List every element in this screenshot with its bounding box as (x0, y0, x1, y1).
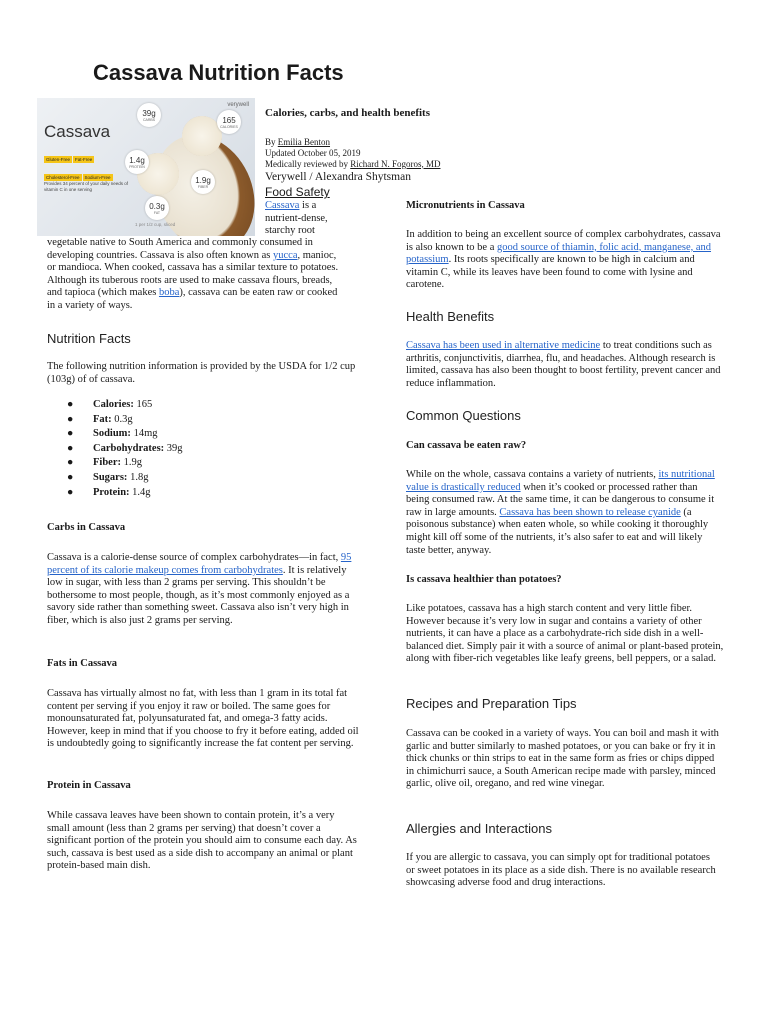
allergies-paragraph: If you are allergic to cassava, you can simply opt for traditional potatoes or sweet potatoes in its place as a side dish. There is no available research showcasing adverse food and drug interactions. (406, 852, 716, 889)
protein-paragraph: While cassava leaves have been shown to contain protein, it’s a very small amount (less than 2 grams per serving) that doesn’t cover a significant portion of the protein you should aim to consume each day. As such, cassava is best used as a side dish to accompany an animal or plant protein-based main dish. (47, 810, 357, 872)
list-item: ● Sodium: 14mg (67, 428, 158, 440)
intro-paragraph-wrap: Cassava is a nutrient-dense, starchy root (265, 200, 328, 237)
nutrition-facts-heading: Nutrition Facts (47, 331, 131, 346)
stat-badge-protein: 1.4g PROTEIN (125, 150, 149, 174)
tag: Sodium-Free (84, 175, 111, 180)
stat-badge-fiber: 1.9g FIBER (191, 170, 215, 194)
byline: By Emilia Benton Updated October 05, 2019 Medically reviewed by Richard N. Fogoros, MD (265, 137, 441, 169)
recipes-paragraph: Cassava can be cooked in a variety of ways. You can boil and mash it with garlic and butter similarly to mashed potatoes, or you can bake or fry it in thick chunks or thin strips to eat in the same form as fries or chips dipped in chimichurri sauce, a South American recipe made with parsley, minced garlic, olive oil, oregano, and red wine vinegar. (406, 728, 719, 790)
micronutrients-paragraph: In addition to being an excellent source of complex carbohydrates, cassava is also known to be a good source of thiamin, folic acid, manganese, and potassium. Its roots specifically are known to be high in calcium and vitamin C, while its leaves have been found to come with lysine and carotene. (406, 229, 721, 291)
image-credit: Verywell / Alexandra Shytsman (265, 171, 411, 183)
food-safety-link[interactable]: Food Safety (265, 185, 330, 199)
brand-logo: verywell (227, 102, 249, 108)
list-item: ● Sugars: 1.8g (67, 471, 149, 483)
list-item: ● Calories: 165 (67, 399, 153, 410)
list-item: ● Fiber: 1.9g (67, 457, 142, 469)
yucca-link[interactable]: yucca (273, 249, 298, 261)
cassava-nutrition-infographic (37, 98, 255, 236)
stat-badge-fat: 0.3g FAT (145, 196, 169, 220)
nutrition-intro: The following nutrition information is provided by the USDA for 1/2 cup (103g) of of cassava. (47, 361, 356, 385)
tag: Gluten-Free (46, 157, 71, 162)
stat-badge-calories: 165 CALORIES (217, 110, 241, 134)
infographic-description: Provides 34 percent of your daily needs of vitamin C in one serving (44, 181, 129, 192)
question-raw: Can cassava be eaten raw? (406, 440, 527, 451)
alternative-medicine-link[interactable]: Cassava has been used in alternative medicine (406, 340, 601, 351)
nutrition-list (47, 398, 183, 500)
protein-heading: Protein in Cassava (47, 780, 131, 791)
micronutrients-heading: Micronutrients in Cassava (406, 200, 525, 211)
tag: Cholesterol-Free (46, 175, 80, 180)
diet-tags (44, 148, 132, 184)
answer-raw: While on the whole, cassava contains a variety of nutrients, its nutritional value is drastically reduced when it’s cooked or processed rather than being consumed raw. At the same time, it can be dangerous to consume it raw in large amounts. Cassava has been shown to release cyanide (a poisonous substance) when eaten whole, so while cooking it thoroughly might kill off some of the nutrients, it’s also safer to eat and will likely taste better, anyway. (406, 469, 715, 556)
image-caption: 1 per 1/2 cup, sliced (135, 222, 176, 227)
infographic-title: Cassava (44, 122, 111, 141)
micronutrients-link[interactable]: good source of thiamin, folic acid, manganese, and potassium (406, 241, 712, 266)
page-title: Cassava Nutrition Facts (93, 60, 344, 85)
health-benefits-paragraph: Cassava has been used in alternative medicine to treat conditions such as arthritis, conjunctivitis, diarrhea, flu, and headaches. Although research is limited, cassava has also been thought to boost fertility, prevent cancer and reduce inflammation. (406, 340, 721, 389)
cassava-link[interactable]: Cassava (265, 200, 300, 211)
list-item: ● Carbohydrates: 39g (67, 442, 183, 454)
question-potatoes: Is cassava healthier than potatoes? (406, 574, 562, 585)
health-benefits-heading: Health Benefits (406, 309, 495, 324)
recipes-heading: Recipes and Preparation Tips (406, 696, 577, 711)
answer-potatoes: Like potatoes, cassava has a high starch content and very little fiber. However because it’s very low in sugar and contains a variety of other nutrients, it can have a place as a carbohydrate-rich side dish in a well-balanced diet. Simply pair it with a source of animal or plant-based protein, along with fiber-rich vegetables like leafy greens, bell peppers, or a salad. (406, 603, 724, 665)
updated-date: Updated October 05, 2019 (265, 147, 361, 158)
reviewer-link[interactable]: Richard N. Fogoros, MD (350, 158, 441, 169)
allergies-heading: Allergies and Interactions (406, 821, 552, 836)
cyanide-link[interactable]: Cassava has been shown to release cyanide (499, 506, 681, 518)
boba-link[interactable]: boba (158, 287, 180, 299)
list-item: ● Protein: 1.4g (67, 486, 151, 498)
tag: Fat-Free (75, 157, 93, 162)
carbs-heading: Carbs in Cassava (47, 522, 126, 533)
carbs-source-link[interactable]: 95 percent of its calorie makeup comes from carbohydrates (47, 552, 352, 576)
fats-heading: Fats in Cassava (47, 658, 118, 669)
stat-badge-carbs: 39g CARBS (137, 103, 161, 127)
subtitle: Calories, carbs, and health benefits (265, 107, 430, 119)
fats-paragraph: Cassava has virtually almost no fat, with less than 1 gram in its total fat content per serving if you enjoy it raw or boiled. The same goes for monounsaturated fat, polyunsaturated fat, and omega-3 fatty acids. However, keep in mind that if you choose to fry it before eating, added oil is undoubtedly going to significantly increase the fat content per serving. (47, 688, 359, 750)
list-item: ● Fat: 0.3g (67, 413, 133, 425)
author-link[interactable]: Emilia Benton (277, 137, 331, 147)
nutritional-value-link[interactable]: its nutritional value is drastically reduced (406, 469, 715, 493)
cassava-slice-image (182, 116, 222, 156)
intro-paragraph: vegetable native to South America and commonly consumed in developing countries. Cassava is also often known as yucca, manioc, or mandioca. When cooked, cassava has a similar texture to potatoes. Although its tuberous roots are used to make cassava flours, breads, and tapioca (which makes boba), cassava can be eaten raw or cooked in a variety of ways. (47, 237, 339, 311)
common-questions-heading: Common Questions (406, 408, 521, 423)
carbs-paragraph: Cassava is a calorie-dense source of complex carbohydrates—in fact, 95 percent of its calorie makeup comes from carbohydrates. It is relatively low in sugar, with less than 2 grams per serving. This shouldn’t be bothersome to most people, though, as it’s most commonly enjoyed as a savory side rather than something sweet. Cassava also isn’t very high in fiber, which is also just 2 grams per serving. (47, 552, 352, 626)
